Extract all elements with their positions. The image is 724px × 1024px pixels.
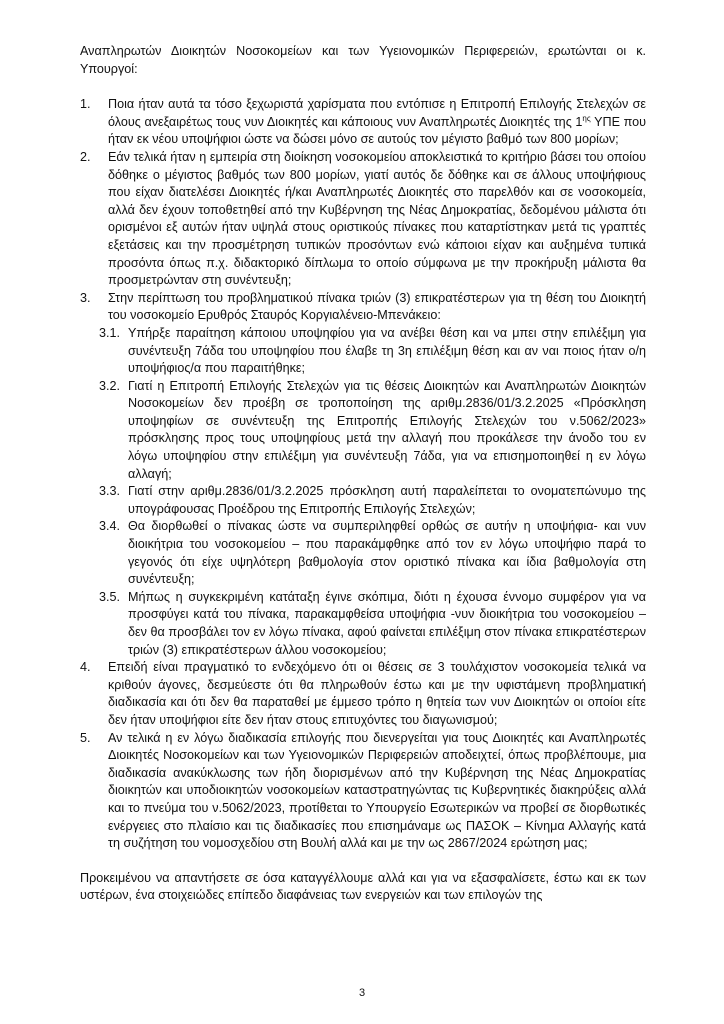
item-text: Επειδή είναι πραγματικό το ενδεχόμενο ότι οι θέσεις σε 3 τουλάχιστον νοσοκομεία τελικά να κριθούν άγονες, δεσμεύεστε ότι θα πληρωθούν έστω και με την υφιστάμενη προβληματική διαδικασία και ότι δεν θα παραταθεί με έμμεσο τρόπο η θητεία των νυν Διοικητών οι οποίοι είτε δεν ήταν υποψήφιοι είτε δεν ήταν στους επιτυχόντες του διαγωνισμού; [108, 660, 646, 727]
sub-list-item [99, 518, 646, 588]
item-text: Εάν τελικά ήταν η εμπειρία στη διοίκηση νοσοκομείου αποκλειστικά το κριτήριο βάσει του οποίου δόθηκε ο μέγιστος βαθμός των 800 μορίων, γιατί αυτός δε δόθηκε και σε άλλους υποψήφιους που είχαν διατελέσει Διοικητές ή/και Αναπληρωτές Διοικητές στο παρελθόν και σε νοσοκομεία, αλλά δεν έχουν τοποθετηθεί από την Κυβέρνηση της Νέας Δημοκρατίας, δεδομένου μάλιστα ότι ορισμένοι εξ αυτών ήταν υψηλά στους οριστικούς πίνακες που καταρτίστηκαν μετά τις γραπτές εξετάσεις και την προσμέτρηση τυπικών προσόντων ενώ κάποιοι είχαν και αυξημένα τυπικά προσόντα όπως π.χ. διδακτορικό δίπλωμα το οποίο σύμφωνα με την προκήρυξη μάλιστα θα προσμετρώνταν στη συνέντευξη; [108, 149, 646, 288]
item-number: 2. [80, 149, 91, 164]
paragraph-spacer [80, 853, 646, 870]
item-number: 1. [80, 97, 91, 112]
list-item [80, 730, 646, 853]
item-text: Στην περίπτωση του προβληματικού πίνακα τριών (3) επικρατέστερων για τη θέση του Διοικητή του νοσοκομείο Ερυθρός Σταυρός Κοργιαλένειο-Μπενάκειο: [108, 290, 646, 323]
page-number: 3 [358, 987, 366, 999]
subquestions-list [80, 325, 646, 659]
item-number: 5. [80, 730, 91, 745]
item-text-part: Ποια ήταν αυτά τα τόσο ξεχωριστά χαρίσματα που εντόπισε η Επιτροπή Επιλογής Στελεχών σε όλους ανεξαιρέτως τους νυν Διοικητές και κάποιους νυν Αναπληρωτές Διοικητές της 1 [108, 97, 646, 129]
subitem-number: 3.1. [99, 325, 121, 340]
subitem-number: 3.3. [99, 484, 121, 499]
questions-list [80, 96, 646, 325]
item-number: 3. [80, 290, 91, 305]
list-item [80, 149, 646, 290]
sub-list-item [99, 378, 646, 484]
subitem-number: 3.5. [99, 589, 121, 604]
list-item [80, 96, 646, 149]
item-text: Αν τελικά η εν λόγω διαδικασία επιλογής που διενεργείται για τους Διοικητές και Αναπληρωτές Διοικητές Νοσοκομείων και των Υγειονομικών Περιφερειών αποδειχτεί, όπως προβλέπουμε, μια διαδικασία ανακύκλωσης των ήδη διορισμένων από την Κυβέρνηση της Νέας Δημοκρατίας διοικητών και υποδιοικητών νοσοκομείων καταστρατηγώντας τις Κυβερνητικές διακηρύξεις αλλά και το πνεύμα του ν.5062/2023, προτίθεται το Υπουργείο Εσωτερικών να προβεί σε διορθωτικές ενέργειες στο πλαίσιο και τις διαδικασίες που επισημάναμε ως ΠΑΣΟΚ – Κίνημα Αλλαγής κατά τη συζήτηση του νομοσχεδίου στη Βουλή αλλά και με την ως 2867/2024 ερώτηση μας; [108, 730, 646, 851]
list-item [80, 290, 646, 325]
sub-list-item [99, 483, 646, 518]
item-text [108, 96, 646, 149]
subitem-text: Γιατί η Επιτροπή Επιλογής Στελεχών για τις θέσεις Διοικητών και Αναπληρωτών Διοικητών Νοσοκομείων δεν προέβη σε τροποποίηση της αριθμ.2836/01/3.2.2025 «Πρόσκληση υποψηφίων σε συνέντευξη της Επιτροπής Επιλογής Στελεχών του ν.5062/2023» πρόσκλησης προς τους υποψηφίους μετά την αλλαγή που προκάλεσε την άνοδο του εν λόγω υποψηφίου στην επιλέξιμη για συνέντευξη 7άδα, για να επισημοποιηθεί η εν λόγω αλλαγή; [128, 378, 646, 481]
sub-list-item [99, 325, 646, 378]
item-text-part: ΥΠΕ που ήταν εκ νέου υποψήφιοι ώστε να δώσει μόνο σε αυτούς τον μέγιστο βαθμό των 800 μορίων; [108, 114, 646, 147]
subitem-text: Γιατί στην αριθμ.2836/01/3.2.2025 πρόσκληση αυτή παραλείπεται το ονοματεπώνυμο της υπογράφουσας Προέδρου της Επιτροπής Επιλογής Στελεχών; [128, 484, 646, 516]
item-number: 4. [80, 660, 91, 675]
subitem-number: 3.2. [99, 378, 121, 393]
subitem-text: Θα διορθωθεί ο πίνακας ώστε να συμπεριληφθεί ορθώς σε αυτήν η υποψήφια- και νυν διοικήτρια του νοσοκομείου – που παρακάμφθηκε από τον εν λόγω υποψήφιο παρά το γεγονός ότι είχε υψηλότερη βαθμολογία στον οριστικό πίνακα και ίδια βαθμολογία στη συνέντευξη; [128, 519, 646, 587]
subitem-text: Μήπως η συγκεκριμένη κατάταξη έγινε σκόπιμα, διότι η έχουσα έννομο συμφέρον για να προσφύγει κατά του πίνακα, παρακαμφθείσα υποψήφια -νυν διοικήτρια του νοσοκομείου – δεν θα προσβάλει τον εν λόγω πίνακα, αφού φαίνεται επιλέξιμη στον πίνακα επικρατέστερων τριών (3) επικρατέστερων άλλου νοσοκομείου; [128, 589, 646, 657]
intro-paragraph: Αναπληρωτών Διοικητών Νοσοκομείων και των Υγειονομικών Περιφερειών, ερωτώνται οι κ. Υπουργοί: [80, 44, 646, 76]
sub-list-item [99, 589, 646, 659]
closing-paragraph: Προκειμένου να απαντήσετε σε όσα καταγγέλλουμε αλλά και για να εξασφαλίσετε, έστω και εκ των υστέρων, ένα στοιχειώδες επίπεδο διαφάνειας των ενεργειών και των επιλογών της [80, 870, 646, 903]
ordinal-suffix: ης [582, 113, 591, 123]
list-item [80, 659, 646, 729]
questions-list-continued [80, 659, 646, 853]
subitem-text: Υπήρξε παραίτηση κάποιου υποψηφίου για να ανέβει θέση και να μπει στην επιλέξιμη για συνέντευξη 7άδα του υποψηφίου που έλαβε τη 3η επιλέξιμη θέση και αν ναι ποιος ήταν ο/η υποψήφιος/α που παραιτήθηκε; [128, 325, 646, 376]
subitem-number: 3.4. [99, 519, 121, 534]
document-page [80, 43, 646, 905]
